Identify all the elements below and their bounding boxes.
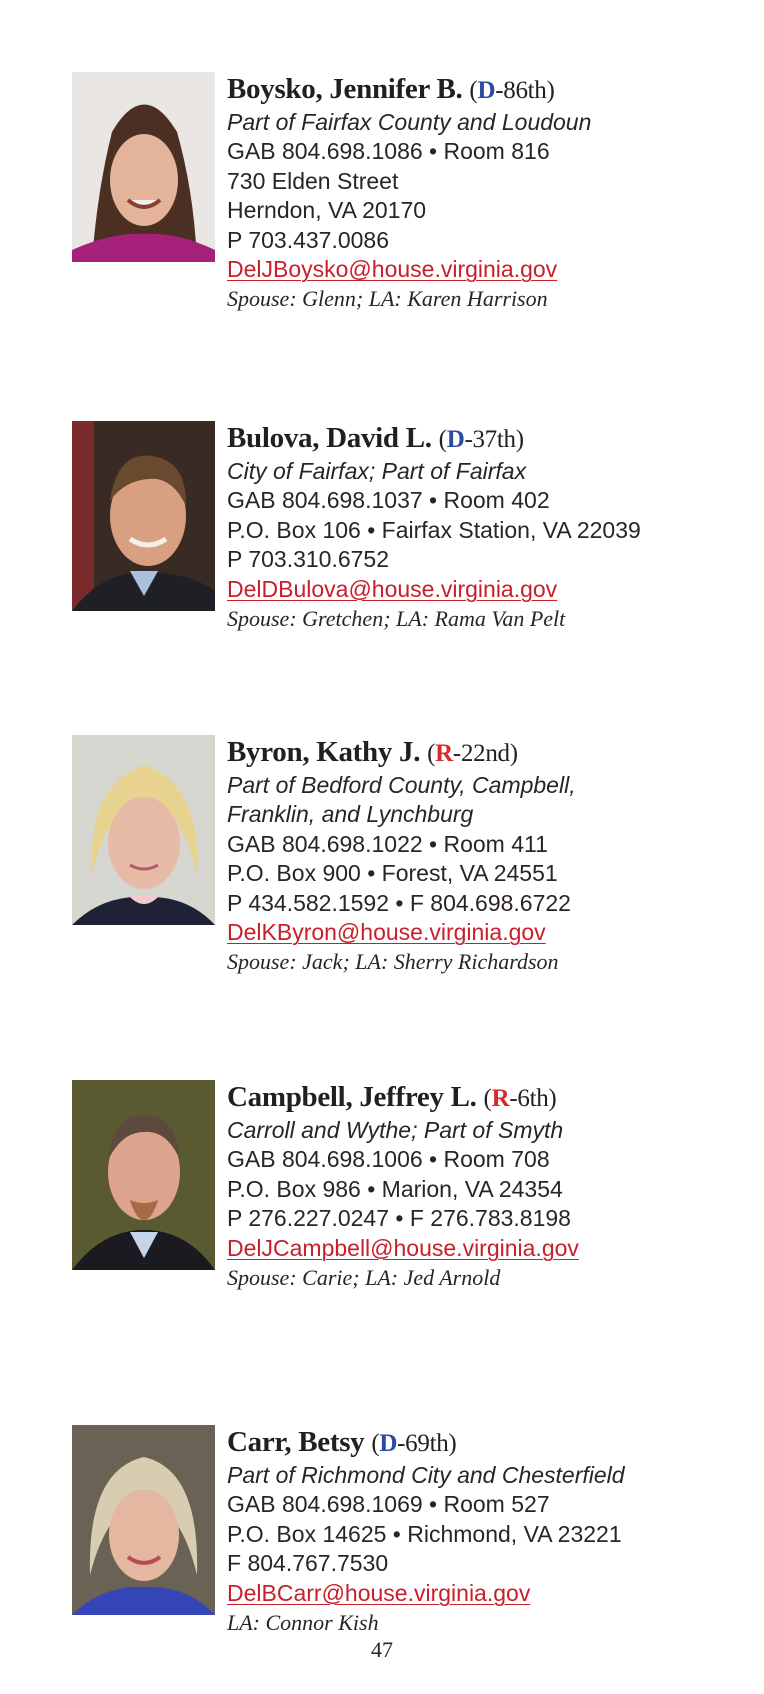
legislative-assistant: LA: Connor Kish [227,1610,379,1636]
constituency: City of Fairfax; Part of Fairfax [227,458,527,484]
delegate-photo [72,735,215,925]
office-phone-room: GAB 804.698.1006 • Room 708 [227,1146,550,1173]
portrait-image [72,735,215,925]
spouse-la: Spouse: Glenn; LA: Karen Harrison [227,286,548,312]
fax: F 804.767.7530 [227,1550,389,1577]
delegate-photo [72,421,215,611]
constituency: Part of Richmond City and Chesterfield [227,1462,625,1488]
mailing-address: P.O. Box 14625 • Richmond, VA 23221 [227,1520,622,1547]
portrait-image [72,421,215,611]
mailing-address: P.O. Box 900 • Forest, VA 24551 [227,860,558,887]
delegate-photo [72,1425,215,1615]
delegate-name: Bulova, David L. (D-37th) [227,422,524,454]
constituency: Part of Bedford County, Campbell, [227,772,576,798]
constituency-continued: Franklin, and Lynchburg [227,801,474,828]
district: -22nd [452,740,510,767]
delegate-name: Boysko, Jennifer B. (D-86th) [227,73,555,105]
spouse-la: Spouse: Jack; LA: Sherry Richardson [227,949,559,975]
delegate-name: Campbell, Jeffrey L. (R-6th) [227,1081,557,1113]
page-number: 47 [371,1637,393,1662]
office-phone-room: GAB 804.698.1037 • Room 402 [227,487,550,514]
phone: P 703.310.6752 [227,546,390,573]
office-phone-room: GAB 804.698.1022 • Room 411 [227,830,548,857]
email-link[interactable]: DelDBulova@house.virginia.gov [227,575,558,602]
delegate-photo [72,1080,215,1270]
spouse-la: Spouse: Gretchen; LA: Rama Van Pelt [227,606,566,632]
address-street: 730 Elden Street [227,167,399,194]
constituency: Carroll and Wythe; Part of Smyth [227,1117,564,1143]
party-letter: R [435,740,453,767]
mailing-address: P.O. Box 106 • Fairfax Station, VA 22039 [227,516,641,543]
district: -6th [509,1085,549,1112]
spouse-la: Spouse: Carie; LA: Jed Arnold [227,1265,501,1291]
delegate-name: Carr, Betsy (D-69th) [227,1426,457,1458]
party-letter: D [477,77,496,104]
mailing-address: P.O. Box 986 • Marion, VA 24354 [227,1175,563,1202]
portrait-image [72,1425,215,1615]
district: -69th [397,1430,449,1457]
phone-fax: P 276.227.0247 • F 276.783.8198 [227,1205,571,1232]
portrait-image [72,72,215,262]
email-link[interactable]: DelJCampbell@house.virginia.gov [227,1234,579,1261]
party-letter: R [491,1085,510,1112]
district: -37th [464,426,516,453]
phone: P 703.437.0086 [227,226,390,253]
party-letter: D [379,1430,398,1457]
portrait-image [72,1080,215,1270]
party-letter: D [446,426,465,453]
office-phone-room: GAB 804.698.1086 • Room 816 [227,138,550,165]
email-link[interactable]: DelJBoysko@house.virginia.gov [227,256,558,283]
delegate-name: Byron, Kathy J. (R-22nd) [227,736,518,768]
email-link[interactable]: DelKByron@house.virginia.gov [227,919,546,946]
constituency: Part of Fairfax County and Loudoun [227,109,592,135]
email-link[interactable]: DelBCarr@house.virginia.gov [227,1579,531,1606]
phone-fax: P 434.582.1592 • F 804.698.6722 [227,889,571,916]
district: -86th [495,77,547,104]
address-city: Herndon, VA 20170 [227,197,427,224]
office-phone-room: GAB 804.698.1069 • Room 527 [227,1491,550,1518]
delegate-photo [72,72,215,262]
